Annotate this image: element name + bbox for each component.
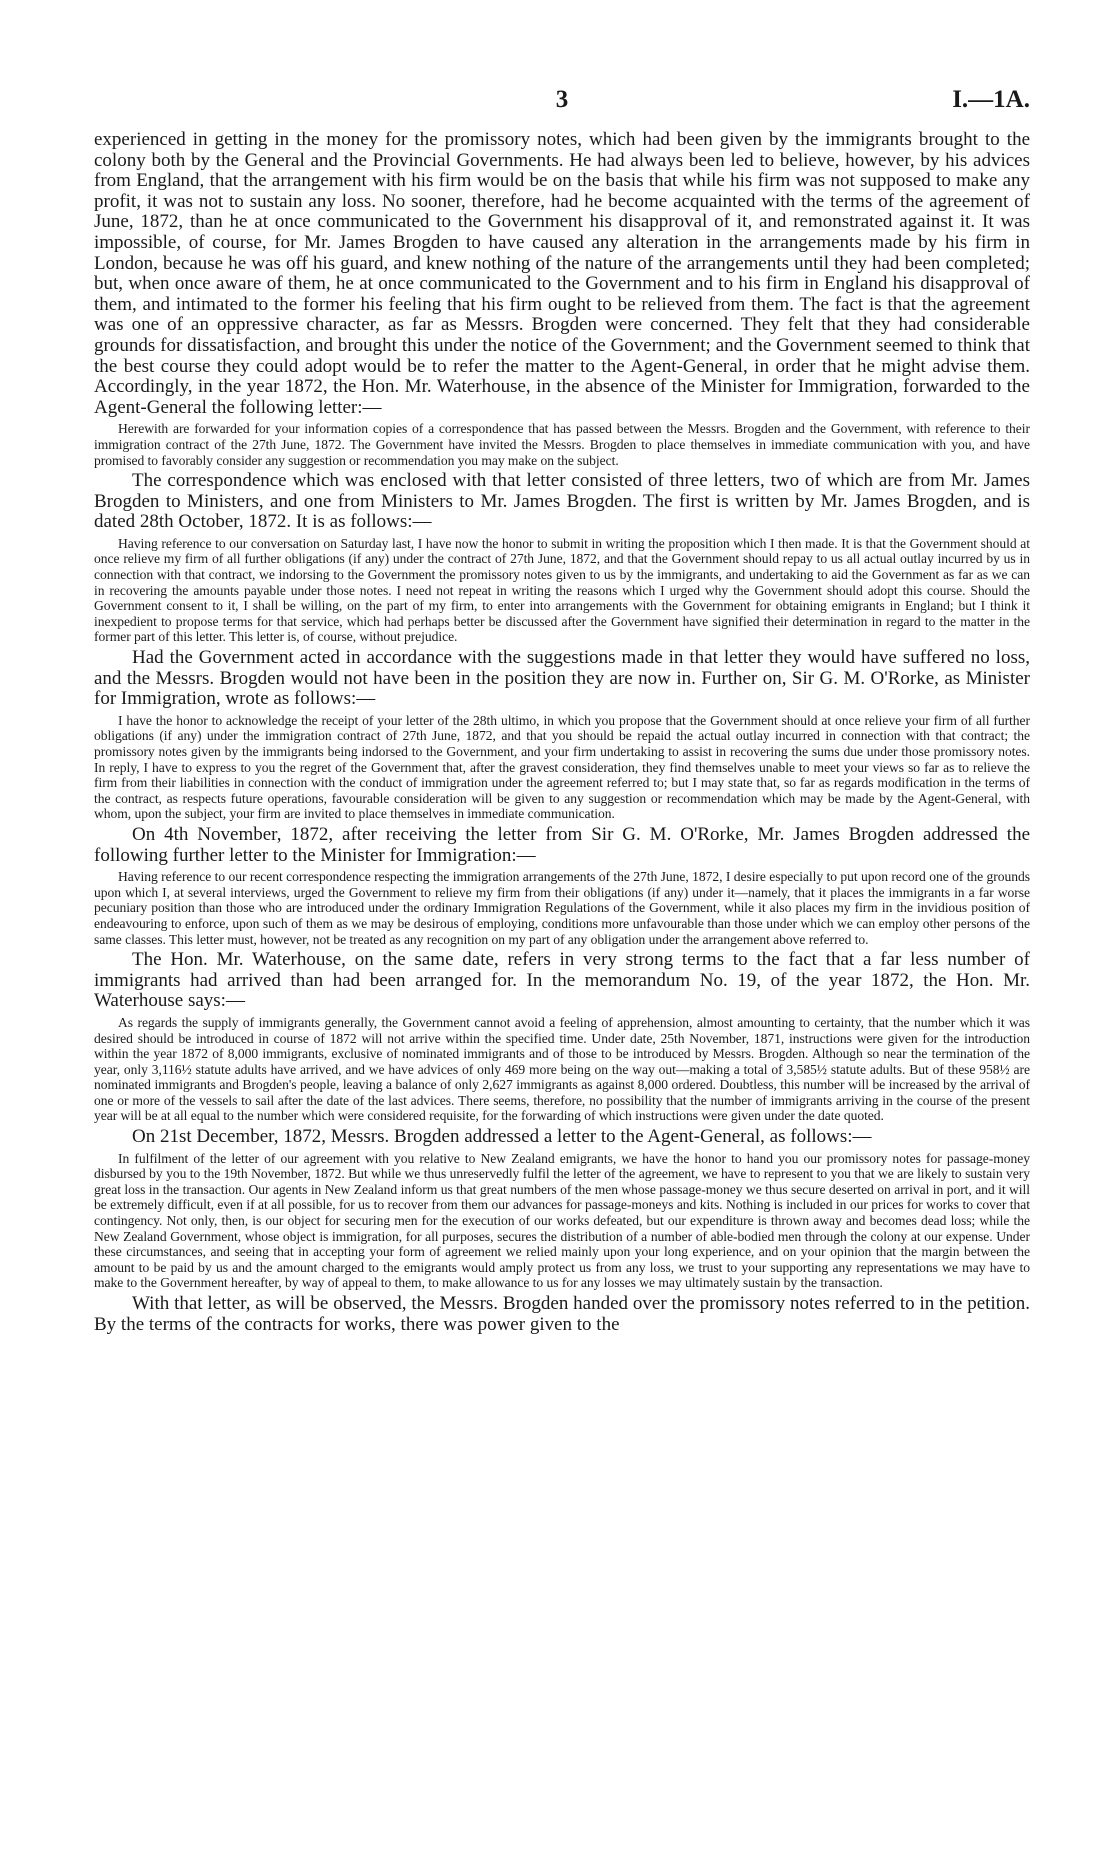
- quoted-letter-brogden-21-december: In fulfilment of the letter of our agreement with you relative to New Zealand emigrants, we have the honor to hand you our promissory notes for passage-money disbursed by you to the 19th November, 1872. But while we thus unreservedly fulfil the letter of the agreement, we have to represent to you that we are likely to sustain very great loss in the transaction. Our agents in New Zealand inform us that great numbers of the men whose passage-money we thus secure deserted on arrival in port, and it will be extremely difficult, even if at all possible, for us to recover from them our advances for passage-moneys and kits. Nothing is included in our prices for works to cover that contingency. Not only, then, is our object for securing men for the execution of our works defeated, but our expenditure is thrown away and becomes dead loss; while the New Zealand Government, whose object is immigration, for all purposes, secures the distribution of a number of able-bodied men through the colony at our expense. Under these circumstances, and seeing that in accepting your form of agreement we relied mainly upon your long experience, and on your opinion that the margin between the amount to be paid by us and the amount charged to the emigrants would amply protect us from any loss, we trust to your supporting any representations we may have to make to the Government hereafter, by way of appeal to them, to make allowance to us for any losses we may ultimately sustain by the transaction.: [94, 1150, 1030, 1291]
- paragraph-opening: experienced in getting in the money for the promissory notes, which had been given by the immigrants brought to the colony both by the General and the Provincial Governments. He had always been led to believe, however, by his advices from England, that the arrangement with his firm would be on the basis that while his firm was not supposed to make any profit, it was not to sustain any loss. No sooner, therefore, had he become acquainted with the terms of the agreement of June, 1872, than he at once communicated to the Government his disapproval of it, and remonstrated against it. It was impossible, of course, for Mr. James Brogden to have caused any alteration in the arrangements made by his firm in London, because he was off his guard, and knew nothing of the nature of the arrangements until they had been completed; but, when once aware of them, he at once communicated to the Government and to his firm in England his disapproval of them, and intimated to the former his feeling that his firm ought to be relieved from them. The fact is that the agreement was one of an oppressive character, as far as Messrs. Brogden were concerned. They felt that they had considerable grounds for dissatisfaction, and brought this under the notice of the Government; and the Government seemed to think that the best course they could adopt would be to refer the matter to the Agent-General, in order that he might advise them. Accordingly, in the year 1872, the Hon. Mr. Waterhouse, in the absence of the Minister for Immigration, forwarded to the Agent-General the following letter:—: [94, 129, 1030, 418]
- paragraph-waterhouse: The Hon. Mr. Waterhouse, on the same date, refers in very strong terms to the fact that a far less number of immigrants had arrived than had been arranged for. In the memorandum No. 19, of the year 1872, the Hon. Mr. Waterhouse says:—: [94, 949, 1030, 1012]
- paragraph-21st-december: On 21st December, 1872, Messrs. Brogden addressed a letter to the Agent-General, as follows:—: [132, 1126, 872, 1148]
- quoted-letter-agent-general: Herewith are forwarded for your information copies of a correspondence that has passed between the Messrs. Brogden and the Government, with reference to their immigration contract of the 27th June, 1872. The Government have invited the Messrs. Brogden to place themselves in immediate communication with you, and have promised to favorably consider any suggestion or recommendation you may make on the subject.: [94, 421, 1030, 468]
- quoted-memorandum-19: As regards the supply of immigrants generally, the Government cannot avoid a feeling of apprehension, almost amounting to certainty, that the number which it was desired should be introduced in course of 1872 will not arrive within the specified time. Under date, 25th November, 1871, instructions were given for the introduction within the year 1872 of 8,000 immigrants, exclusive of nominated immigrants and of those to be introduced by Messrs. Brogden. Although so near the termination of the year, only 3,116½ statute adults have arrived, and we have advices of only 469 more being on the way out—making a total of 3,585½ statute adults. But of these 958½ are nominated immigrants and Brogden's people, leaving a balance of only 2,627 immigrants as against 8,000 ordered. Doubtless, this number will be increased by the arrival of one or more of the vessels to sail after the date of the last advices. There seems, therefore, no possibility that the number of immigrants arriving in the course of the present year will be at all equal to the number which were considered requisite, for the forwarding of which instructions were given under the date quoted.: [94, 1014, 1030, 1124]
- paragraph-closing: With that letter, as will be observed, the Messrs. Brogden handed over the promissory notes referred to in the petition. By the terms of the contracts for works, there was power given to the: [94, 1293, 1030, 1335]
- body-text: [94, 130, 1030, 1335]
- paragraph-correspondence: The correspondence which was enclosed with that letter consisted of three letters, two of which are from Mr. James Brogden to Ministers, and one from Ministers to Mr. James Brogden. The first is written by Mr. James Brogden, and is dated 28th October, 1872. It is as follows:—: [94, 470, 1030, 533]
- quoted-letter-ororke: I have the honor to acknowledge the receipt of your letter of the 28th ultimo, in which you propose that the Government should at once relieve your firm of all further obligations (if any) under the immigration contract of 27th June, 1872, and that you should be repaid the actual outlay incurred in connection with that contract; the promissory notes given by the immigrants being indorsed to the Government, and your firm undertaking to assist in recovering the sums due under those promissory notes. In reply, I have to express to you the regret of the Government that, after the gravest consideration, they find themselves unable to meet your views so far as to relieve the firm from their liabilities in connection with the conduct of immigration under the agreement referred to; but I may state that, so far as regards modification in the terms of the contract, as respects future operations, favourable consideration will be given to any suggestion or recommendation which may be made by the Agent-General, with whom, upon the subject, your firm are invited to place themselves in immediate communication.: [94, 712, 1030, 822]
- page-number: 3: [555, 86, 569, 113]
- paragraph-4th-november: On 4th November, 1872, after receiving the letter from Sir G. M. O'Rorke, Mr. James Brogden addressed the following further letter to the Minister for Immigration:—: [94, 823, 1030, 866]
- paragraph-suggestions: Had the Government acted in accordance with the suggestions made in that letter they would have suffered no loss, and the Messrs. Brogden would not have been in the position they are now in. Further on, Sir G. M. O'Rorke, as Minister for Immigration, wrote as follows:—: [94, 647, 1030, 710]
- document-page: [94, 86, 1030, 1335]
- paper-reference: I.—1A.: [952, 86, 1030, 113]
- quoted-letter-brogden-4-november: Having reference to our recent correspondence respecting the immigration arrangements of the 27th June, 1872, I desire especially to put upon record one of the grounds upon which I, at several interviews, urged the Government to relieve my firm from their obligations (if any) under it—namely, that it places the immigrants in a far worse pecuniary position than those who are introduced under the ordinary Immigration Regulations of the Government, while it also places my firm in the invidious position of endeavouring to enforce, upon such of them as we may be desirous of employing, conditions more unfavourable than those under which we can employ other persons of the same classes. This letter must, however, not be treated as any recognition on my part of any obligation under the arrangement above referred to.: [94, 869, 1030, 947]
- quoted-letter-brogden-28-october: Having reference to our conversation on Saturday last, I have now the honor to submit in writing the proposition which I then made. It is that the Government should at once relieve my firm of all further obligations (if any) under the contract of 27th June, 1872, and that the Government should repay to us all actual outlay incurred by us in connection with that contract, we indorsing to the Government the promissory notes given to us by the immigrants, and undertaking to aid the Government as far as we can in recovering the amounts payable under those notes. I need not repeat in writing the reasons which I urged why the Government should adopt this course. Should the Government consent to it, I shall be willing, on the part of my firm, to enter into arrangements with the Government for obtaining emigrants in England; but I think it inexpedient to propose terms for that service, which had perhaps better be discussed after the Government have signified their determination in regard to the matter in the former part of this letter. This letter is, of course, without prejudice.: [94, 535, 1030, 645]
- page-header: [94, 86, 1030, 126]
